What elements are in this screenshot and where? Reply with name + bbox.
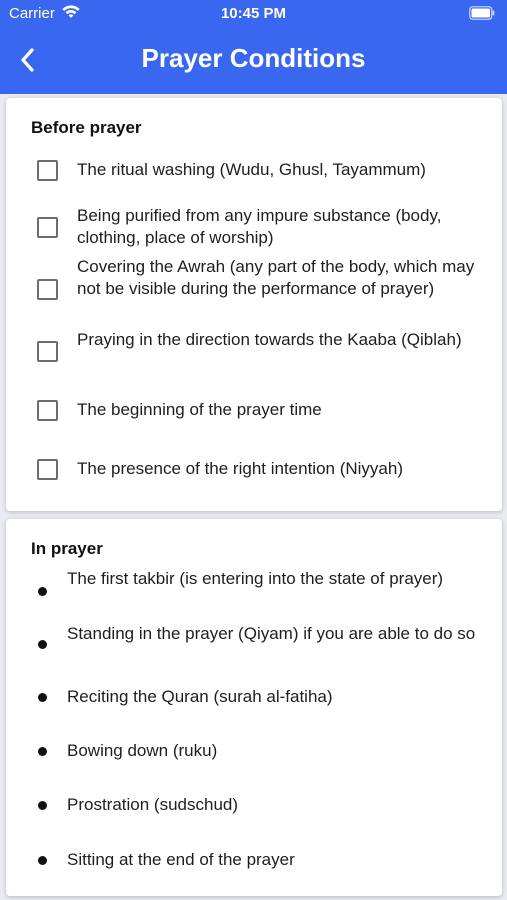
checklist-item[interactable] [6,256,502,324]
list-item-label: Prostration (sudschud) [67,795,239,814]
carrier-label: Carrier [9,5,55,22]
bullet-icon [38,801,47,810]
list-item [6,740,502,764]
list-item [6,568,502,616]
checkbox[interactable] [37,400,58,421]
list-item-label: Standing in the prayer (Qiyam) if you are able to do so [67,624,476,643]
list-item [6,623,502,671]
page-title: Prayer Conditions [141,43,366,73]
in-prayer-card [6,519,502,896]
status-bar [0,0,507,28]
bullet-icon [38,693,47,702]
checklist-item-label: Covering the Awrah (any part of the body, which may not be visible during the performance of prayer) [77,257,475,298]
list-item-label: Sitting at the end of the prayer [67,850,295,869]
list-item-label: The first takbir (is entering into the state of prayer) [67,569,444,588]
checklist-item[interactable] [6,396,502,424]
checkbox[interactable] [37,459,58,480]
checkbox[interactable] [37,341,58,362]
checklist-item[interactable] [6,204,502,252]
list-item [6,794,502,818]
bullet-icon [38,587,47,596]
before-prayer-card [6,98,502,511]
section-title-before-prayer: Before prayer [31,118,142,137]
bullet-icon [38,747,47,756]
nav-bar [0,28,507,94]
status-time: 10:45 PM [220,5,287,22]
checklist-item[interactable] [6,455,502,483]
checklist-item-label: The ritual washing (Wudu, Ghusl, Tayammum) [77,160,426,179]
checkbox[interactable] [37,160,58,181]
checkbox[interactable] [37,217,58,238]
battery-icon [469,6,495,20]
list-item-label: Bowing down (ruku) [67,741,218,760]
list-item-label: Reciting the Quran (surah al-fatiha) [67,687,333,706]
checklist-item-label: Praying in the direction towards the Kaaba (Qiblah) [77,330,462,349]
list-item [6,686,502,710]
checklist-item[interactable] [6,156,502,184]
checklist-item[interactable] [6,328,502,376]
app-header [0,0,507,94]
section-title-in-prayer: In prayer [31,539,103,558]
checklist-item-label: Being purified from any impure substance (body, clothing, place of worship) [77,206,442,247]
checklist-item-label: The presence of the right intention (Niyyah) [77,459,404,478]
bullet-icon [38,856,47,865]
checkbox[interactable] [37,279,58,300]
checklist-item-label: The beginning of the prayer time [77,400,322,419]
bullet-icon [38,640,47,649]
list-item [6,849,502,873]
